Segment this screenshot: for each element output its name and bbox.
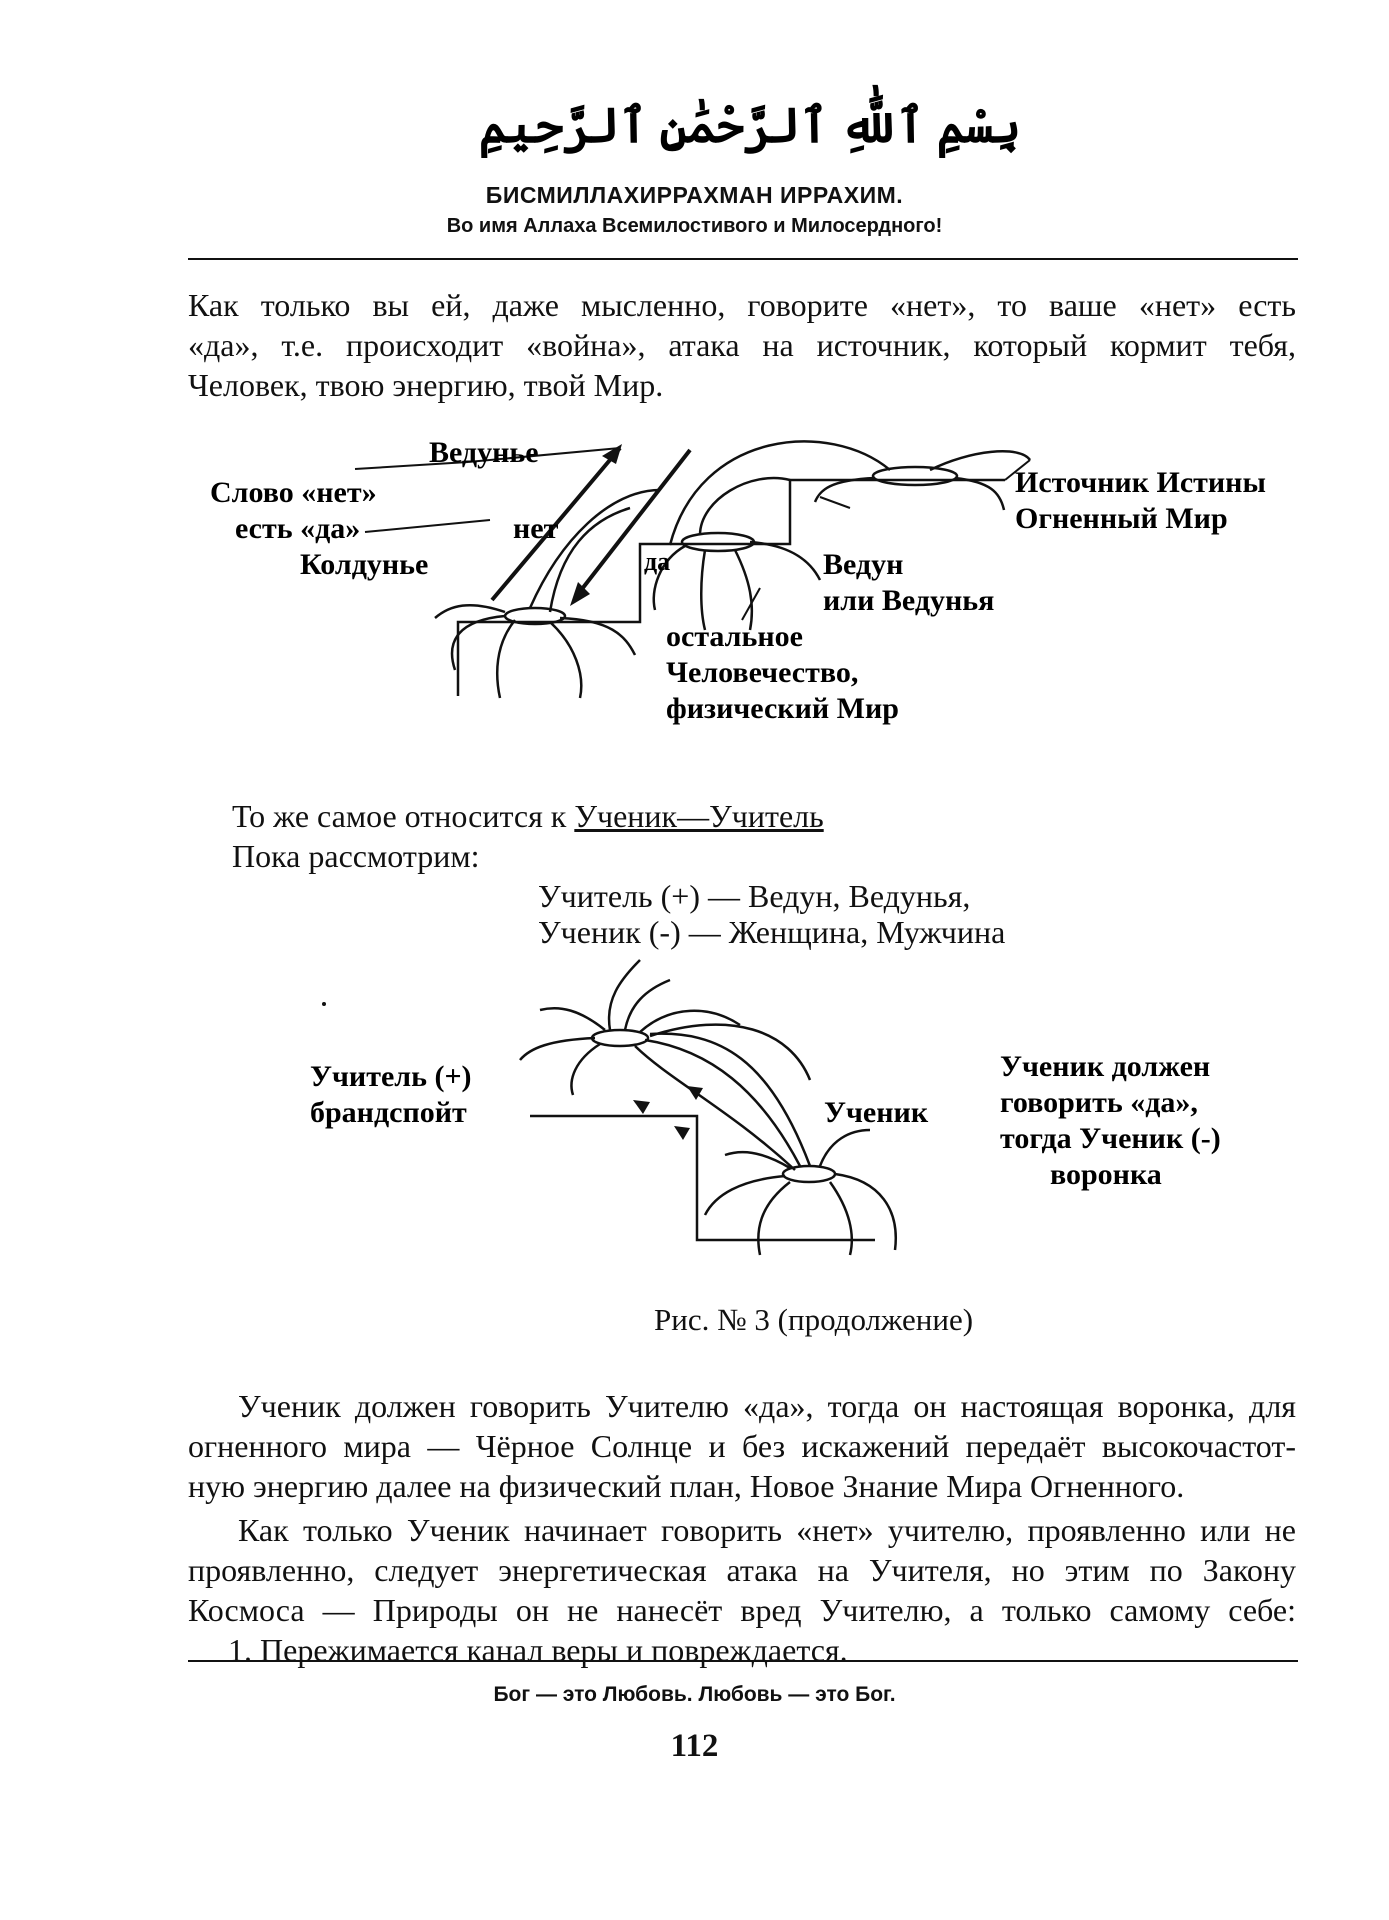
label-chelovechestvo: Человечество, bbox=[666, 656, 859, 689]
label-ognenny: Огненный Мир bbox=[1015, 502, 1228, 535]
label-istochnik: Источник Истины bbox=[1015, 466, 1266, 499]
page-number: 112 bbox=[670, 1728, 719, 1764]
paragraph-2-line: ную энергию далее на физический план, Новое Знание Мира Огненного. bbox=[188, 1468, 1185, 1504]
student-node bbox=[783, 1166, 835, 1182]
footer-divider bbox=[188, 1660, 1298, 1662]
arrow-up-head bbox=[602, 444, 622, 464]
paragraph-3-line: 1. Пережимается канал веры и повреждается. bbox=[228, 1632, 848, 1668]
paragraph-1-line: Человек, твою энергию, твой Мир. bbox=[188, 367, 664, 403]
student-line: Ученик (-) — Женщина, Мужчина bbox=[538, 914, 1006, 950]
stray-dot bbox=[322, 1002, 326, 1006]
figure-caption: Рис. № 3 (продолжение) bbox=[654, 1302, 974, 1337]
label-uchenik-dolzhen: Ученик должен bbox=[1000, 1050, 1211, 1083]
flow-arrow bbox=[633, 1100, 650, 1114]
paragraph-1-line: Как только вы ей, даже мысленно, говорите «нет», то ваше «нет» есть bbox=[188, 287, 1296, 323]
label-kolduniye: Колдунье bbox=[300, 548, 429, 581]
label-fizicheskiy: физический Мир bbox=[666, 692, 899, 725]
paragraph-3-line: проявленно, следует энергетическая атака на Учителя, но этим по Закону bbox=[188, 1552, 1296, 1588]
label-voronka: воронка bbox=[1050, 1158, 1162, 1191]
header-title: БИСМИЛЛАХИРРАХМАН ИРРАХИМ. bbox=[485, 182, 904, 208]
label-slovo-net: Слово «нет» bbox=[210, 476, 377, 509]
paragraph-2 bbox=[188, 1386, 1296, 1506]
relation-link: Ученик—Учитель bbox=[574, 798, 824, 834]
footer-motto: Бог — это Любовь. Любовь — это Бог. bbox=[493, 1683, 896, 1706]
label-brandspoyt: брандспойт bbox=[310, 1096, 467, 1129]
consider-line: Пока рассмотрим: bbox=[232, 838, 480, 874]
paragraph-3-line: Космоса — Природы он не нанесёт вред Учителю, а только самому себе: bbox=[188, 1592, 1296, 1628]
diagram-2 bbox=[290, 950, 1290, 1280]
flow-arrow bbox=[674, 1126, 690, 1140]
label-vedunye: Ведунье bbox=[429, 436, 539, 469]
header-subtitle: Во имя Аллаха Всемилостивого и Милосердного! bbox=[446, 215, 943, 237]
calligraphy-text: بِسْمِ ٱللَّٰهِ ٱلرَّحْمَٰنِ ٱلرَّحِيمِ bbox=[478, 100, 1022, 153]
bismillah-calligraphy bbox=[478, 72, 1022, 182]
paragraph-2-line: Ученик должен говорить Учителю «да», тогда он настоящая воронка, для bbox=[238, 1388, 1296, 1424]
step-line bbox=[530, 1116, 875, 1240]
paragraph-3-line: Как только Ученик начинает говорить «нет» учителю, проявленно или не bbox=[238, 1512, 1296, 1548]
diagram-1 bbox=[210, 430, 1310, 750]
label-da: да bbox=[644, 547, 671, 576]
upper-node bbox=[873, 467, 957, 485]
calligraphy-graphic bbox=[478, 72, 1022, 182]
paragraph-3 bbox=[188, 1510, 1296, 1670]
label-uchitel: Учитель (+) bbox=[310, 1060, 472, 1093]
paragraph-1-line: «да», т.е. происходит «война», атака на источник, который кормит тебя, bbox=[188, 327, 1296, 363]
paragraph-1 bbox=[188, 285, 1296, 405]
label-govorit-da: говорить «да», bbox=[1000, 1086, 1198, 1119]
paragraph-2-line: огненного мира — Чёрное Солнце и без искажений передаёт высокочастот- bbox=[188, 1428, 1296, 1464]
label-ostalnoe: остальное bbox=[666, 620, 803, 653]
relation-prefix: То же самое относится к bbox=[232, 798, 575, 834]
label-vedun: Ведун bbox=[823, 548, 904, 581]
flow-arrow bbox=[687, 1086, 703, 1100]
header-divider bbox=[188, 258, 1298, 260]
relation-line bbox=[232, 796, 1132, 836]
middle-node bbox=[682, 533, 754, 551]
label-ili-vedunya: или Ведунья bbox=[823, 584, 995, 617]
teacher-node bbox=[592, 1030, 648, 1046]
label-est-da: есть «да» bbox=[235, 512, 361, 545]
label-togda-uchenik: тогда Ученик (-) bbox=[1000, 1122, 1221, 1155]
label-net: нет bbox=[513, 512, 559, 545]
label-uchenik: Ученик bbox=[824, 1096, 929, 1129]
teacher-line: Учитель (+) — Ведун, Ведунья, bbox=[538, 878, 971, 914]
